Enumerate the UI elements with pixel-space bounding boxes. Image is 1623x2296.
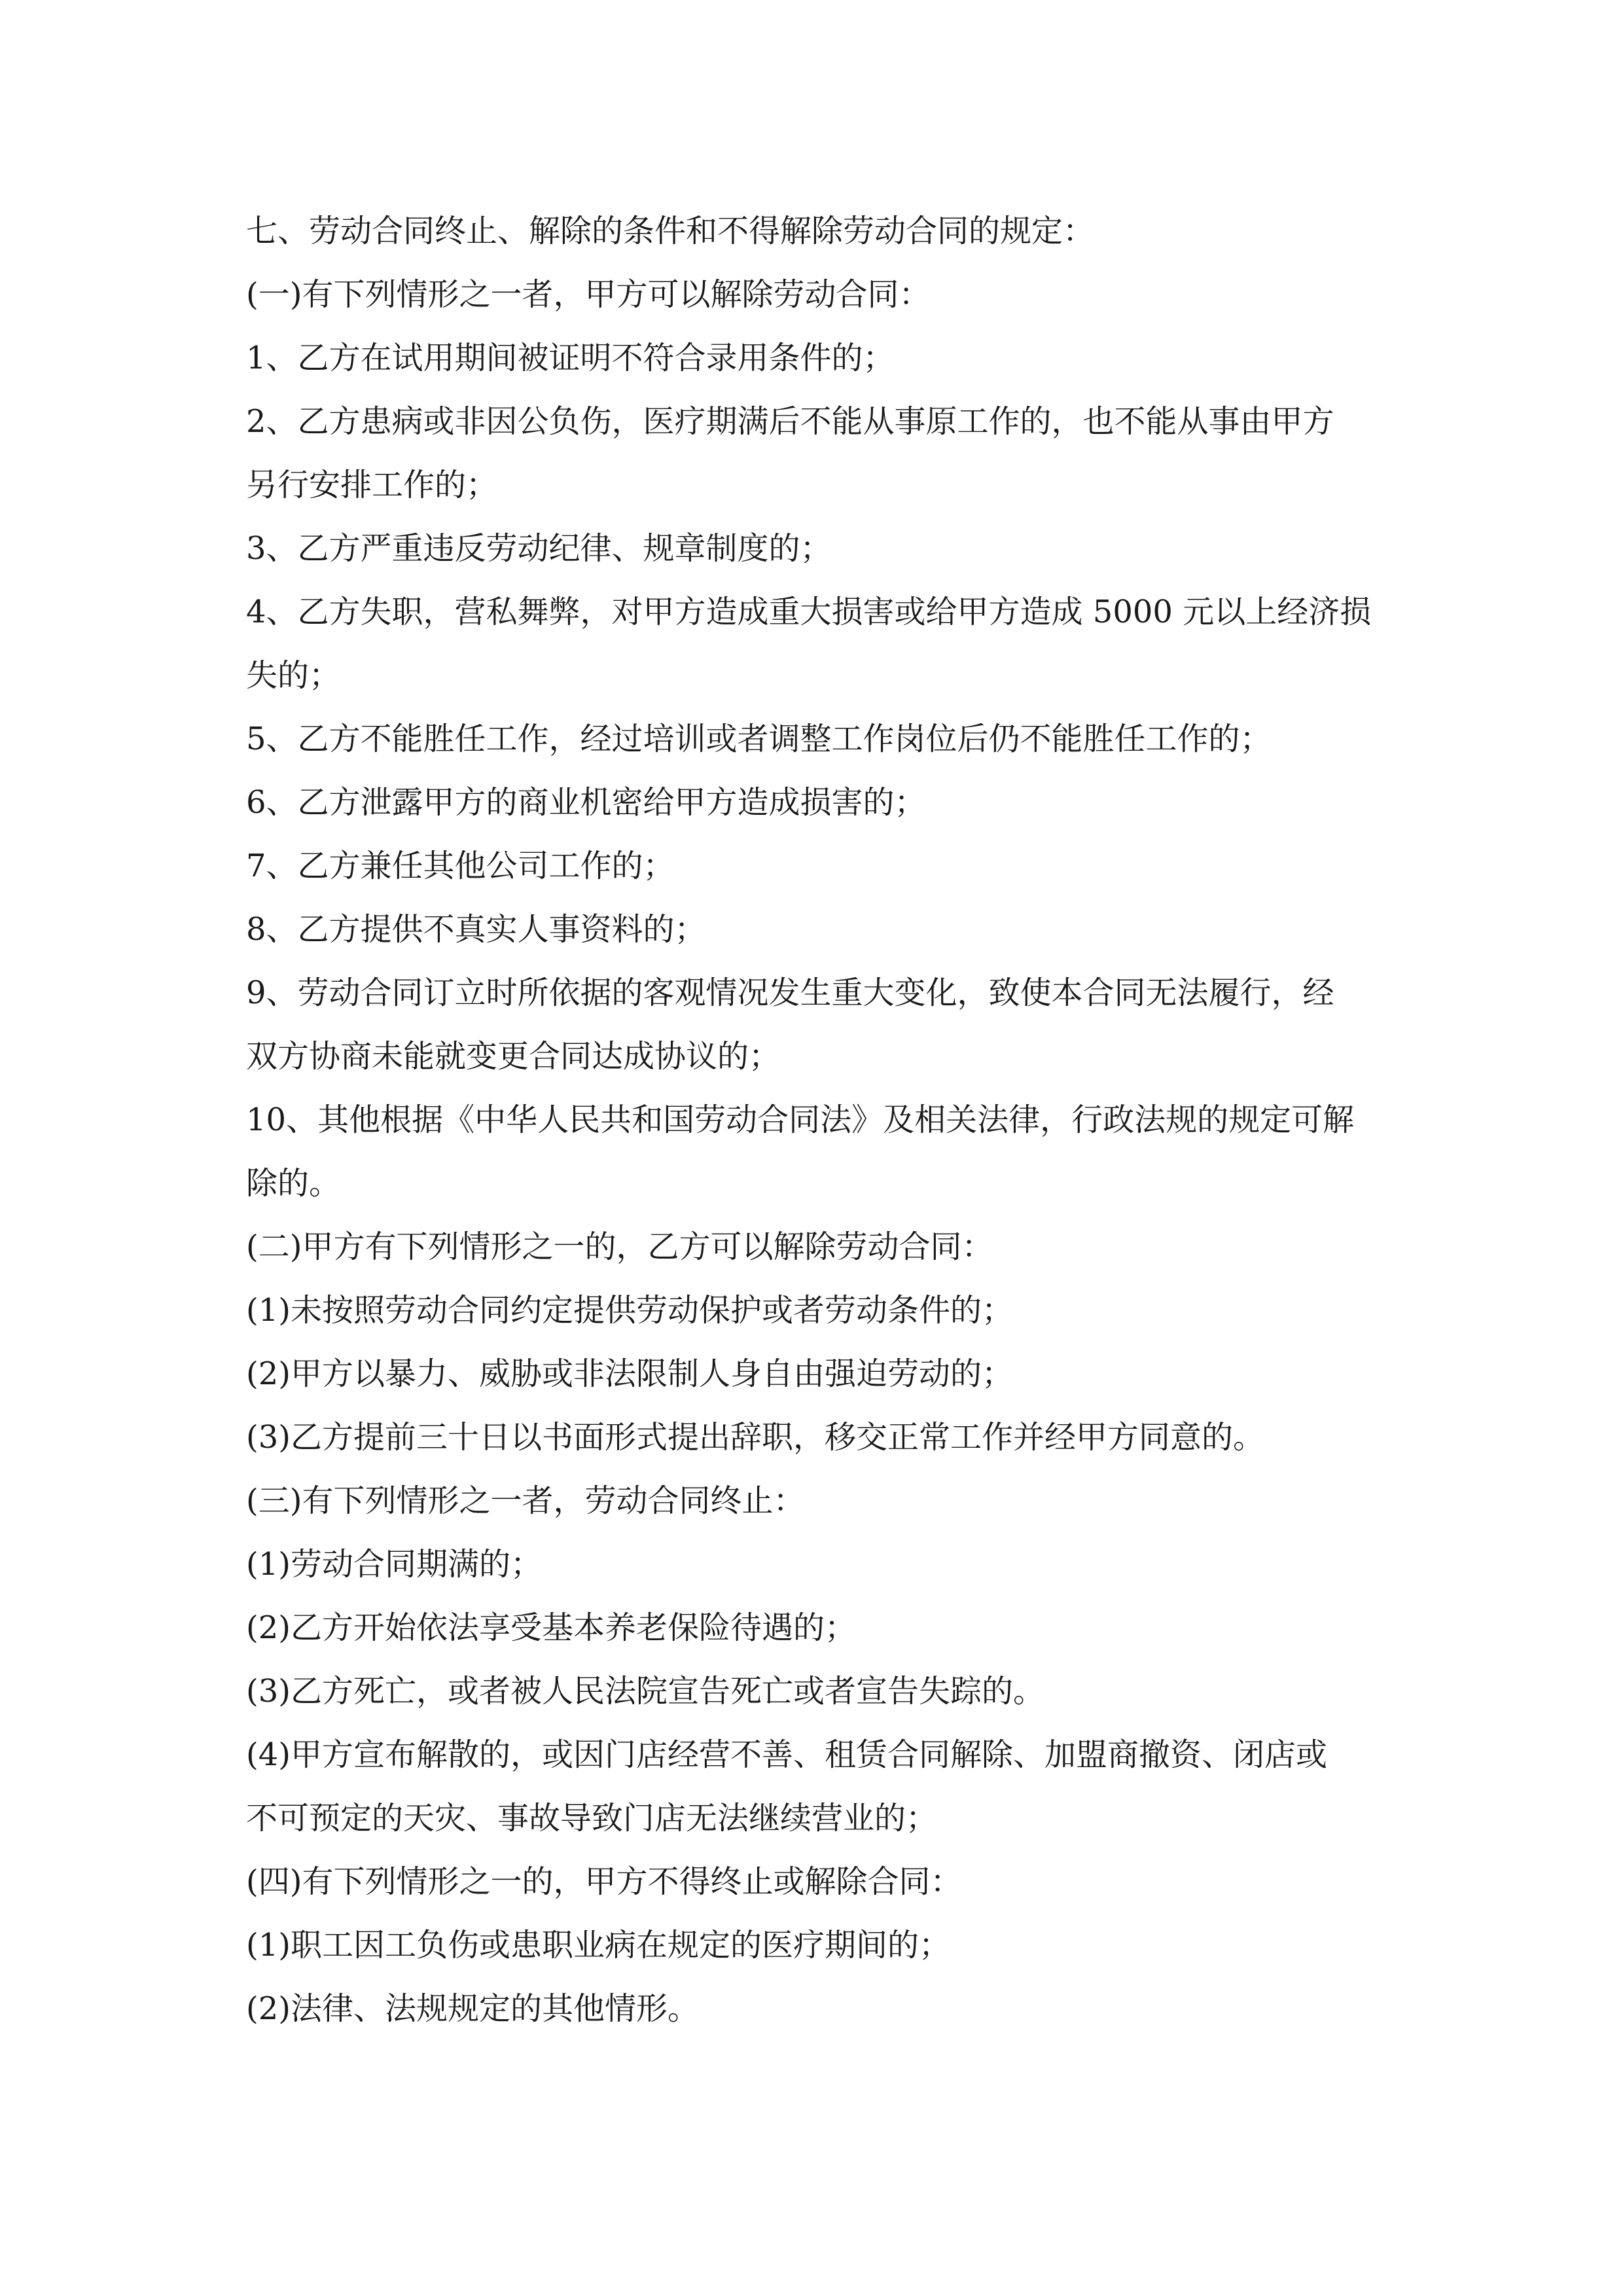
text-line: (2)甲方以暴力、威胁或非法限制人身自由强迫劳动的； xyxy=(246,1355,1013,1392)
text-line: (2)法律、法规规定的其他情形。 xyxy=(246,1990,699,2027)
text-line: (1)劳动合同期满的； xyxy=(246,1546,542,1583)
text-line: 除的。 xyxy=(246,1165,341,1202)
text-line: 不可预定的天灾、事故导致门店无法继续营业的； xyxy=(246,1800,938,1837)
text-line: 双方协商未能就变更合同达成协议的； xyxy=(246,1038,781,1075)
text-line: 3、乙方严重违反劳动纪律、规章制度的； xyxy=(246,530,832,567)
text-line: 7、乙方兼任其他公司工作的； xyxy=(246,848,675,884)
subsection-heading: (四)有下列情形之一的，甲方不得终止或解除合同： xyxy=(246,1863,962,1900)
subsection-heading: (三)有下列情形之一者，劳动合同终止： xyxy=(246,1482,805,1519)
text-line: 8、乙方提供不真实人事资料的； xyxy=(246,911,706,948)
text-line: (4)甲方宣布解散的，或因门店经营不善、租赁合同解除、加盟商撤资、闭店或 xyxy=(246,1736,1327,1773)
text-line: 5、乙方不能胜任工作，经过培训或者调整工作岗位后仍不能胜任工作的； xyxy=(246,721,1272,757)
document-body xyxy=(246,200,1385,2041)
text-line: (1)未按照劳动合同约定提供劳动保护或者劳动条件的； xyxy=(246,1292,1013,1329)
subsection-heading: (二)甲方有下列情形之一的，乙方可以解除劳动合同： xyxy=(246,1229,993,1265)
text-line: 9、劳动合同订立时所依据的客观情况发生重大变化，致使本合同无法履行，经 xyxy=(246,975,1334,1011)
text-line: 1、乙方在试用期间被证明不符合录用条件的； xyxy=(246,340,895,376)
text-line: 2、乙方患病或非因公负伤，医疗期满后不能从事原工作的，也不能从事由甲方 xyxy=(246,403,1334,440)
text-line: 4、乙方失职，营私舞弊，对甲方造成重大损害或给甲方造成 5000 元以上经济损 xyxy=(246,594,1372,630)
text-line: (3)乙方死亡，或者被人民法院宣告死亡或者宣告失踪的。 xyxy=(246,1673,1044,1710)
section-heading: 七、劳动合同终止、解除的条件和不得解除劳动合同的规定： xyxy=(246,213,1095,249)
subsection-heading: (一)有下列情形之一者，甲方可以解除劳动合同： xyxy=(246,276,931,313)
text-line: (2)乙方开始依法享受基本养老保险待遇的； xyxy=(246,1609,856,1646)
text-line: 6、乙方泄露甲方的商业机密给甲方造成损害的； xyxy=(246,784,926,821)
text-line: 10、其他根据《中华人民共和国劳动合同法》及相关法律，行政法规的规定可解 xyxy=(246,1102,1355,1138)
text-line: 另行安排工作的； xyxy=(246,467,498,503)
text-line: 失的； xyxy=(246,657,341,694)
text-line: (1)职工因工负伤或患职业病在规定的医疗期间的； xyxy=(246,1927,950,1964)
text-line: (3)乙方提前三十日以书面形式提出辞职，移交正常工作并经甲方同意的。 xyxy=(246,1419,1264,1456)
